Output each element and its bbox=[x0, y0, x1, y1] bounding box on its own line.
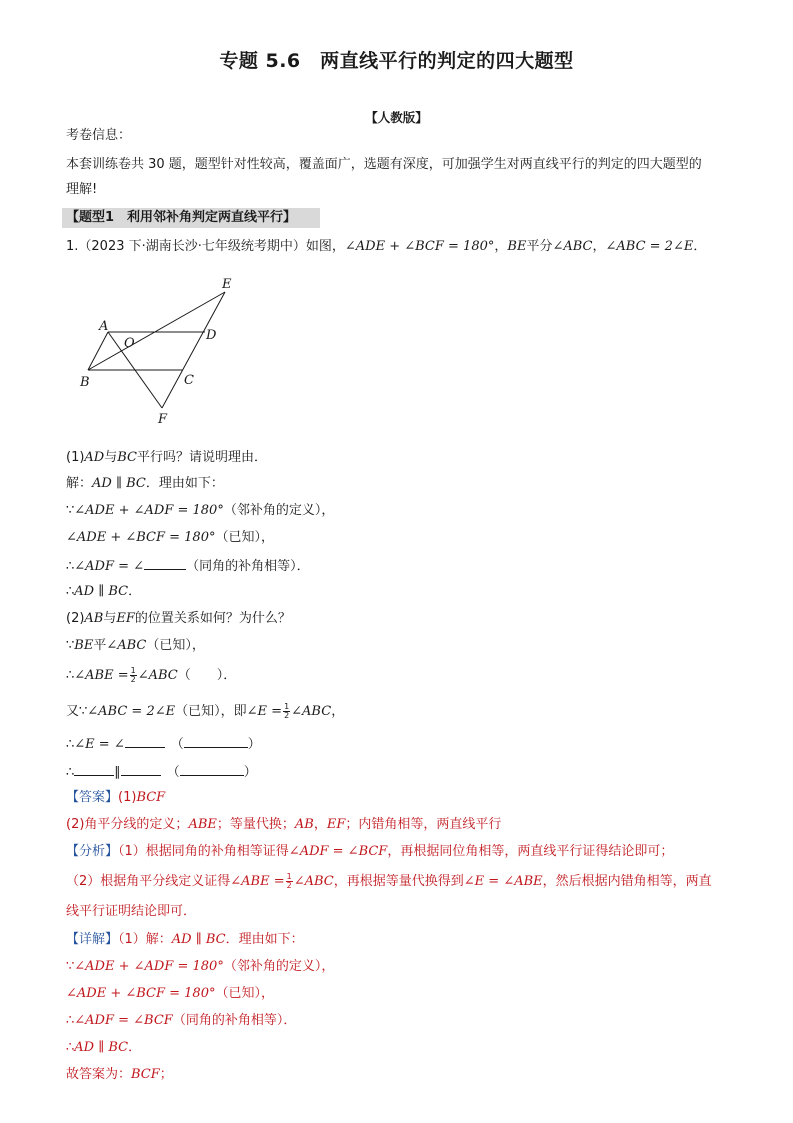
therefore-symbol: ∴ bbox=[66, 668, 75, 683]
question-2-heading bbox=[66, 610, 291, 628]
answer-label: 【答案】 bbox=[66, 790, 119, 805]
intro-label: 考卷信息： bbox=[66, 128, 132, 143]
text: ；等量代换； bbox=[216, 817, 295, 832]
text: ，再根据同位角相等，两直线平行证得结论即可； bbox=[387, 844, 674, 859]
detail-heading bbox=[66, 931, 304, 949]
text: ；内错角相等，两直线平行 bbox=[345, 817, 502, 832]
label-c: C bbox=[184, 373, 194, 388]
fraction-denominator: 2 bbox=[286, 881, 292, 890]
intro-line-2: 理解! bbox=[66, 182, 98, 197]
segment-be bbox=[88, 292, 225, 370]
page-title: 专题 5.6 两直线平行的判定的四大题型 bbox=[219, 50, 574, 72]
fraction-half bbox=[130, 667, 137, 684]
question-number: (2) bbox=[66, 611, 85, 626]
text: 又∵ bbox=[66, 704, 88, 719]
math-expr: ∠ABE = bbox=[74, 668, 129, 683]
text: (1) bbox=[118, 790, 137, 805]
answer-blank[interactable] bbox=[144, 556, 186, 570]
text: ，再根据等量代换得到 bbox=[333, 874, 464, 889]
reason: （已知），即 bbox=[175, 704, 247, 719]
math-expr: AD ∥ BC bbox=[92, 476, 146, 491]
text: ， bbox=[313, 817, 327, 832]
reason: （已知）， bbox=[146, 638, 205, 653]
text: 与 bbox=[103, 611, 117, 626]
stem-end: ． bbox=[693, 239, 707, 254]
reason: （邻补角的定义）， bbox=[223, 503, 335, 518]
text: 的位置关系如何？为什么？ bbox=[134, 611, 291, 626]
text: 与 bbox=[104, 450, 118, 465]
math-expr: BCF bbox=[131, 1067, 160, 1082]
intro-line-1: 本套训练卷共 30 题，题型针对性较高，覆盖面广，选题有深度，可加强学生对两直线平行的判定的四大题型的 bbox=[66, 157, 702, 172]
text: （2）根据角平分线定义证得 bbox=[66, 874, 231, 889]
q2-step-2 bbox=[66, 667, 236, 685]
text: 故答案为： bbox=[66, 1067, 132, 1082]
therefore-symbol: ∴ bbox=[66, 737, 75, 752]
math-expr: AB bbox=[294, 817, 314, 832]
therefore-symbol: ∴ bbox=[66, 765, 75, 780]
text: 解： bbox=[66, 476, 93, 491]
reason-blank[interactable] bbox=[184, 734, 248, 748]
therefore-symbol: ∴ bbox=[66, 1040, 75, 1055]
math-expr: ∠ADF = ∠BCF bbox=[288, 844, 388, 859]
fraction-half bbox=[283, 703, 290, 720]
detail-step-5 bbox=[66, 1066, 173, 1084]
math-expr: ∠ABC bbox=[291, 704, 332, 719]
therefore-symbol: ∴ bbox=[66, 1013, 75, 1028]
math-expr: ∠ABC bbox=[106, 638, 147, 653]
label-d: D bbox=[206, 328, 217, 343]
math-expr: ∠ADF = ∠ bbox=[74, 559, 145, 574]
q2-step-4 bbox=[66, 734, 261, 754]
math-expr: ∠E = bbox=[246, 704, 283, 719]
math-expr: ∠ADE + ∠BCF = 180° bbox=[66, 986, 216, 1001]
math-expr: ∠ABE = bbox=[230, 874, 285, 889]
edition-label: 【人教版】 bbox=[365, 110, 428, 125]
stem-condition-4: ∠ABC = 2∠E bbox=[605, 239, 694, 254]
analysis-line-2 bbox=[66, 873, 712, 891]
q1-step-2 bbox=[66, 529, 274, 547]
stem-condition-2: BE bbox=[507, 239, 527, 254]
q2-step-1 bbox=[66, 637, 205, 655]
answer-blank[interactable] bbox=[121, 762, 161, 776]
text: ．理由如下： bbox=[225, 932, 304, 947]
answer-line-2 bbox=[66, 816, 501, 834]
text: 角平分线的定义； bbox=[84, 817, 189, 832]
fraction-numerator: 1 bbox=[284, 702, 290, 711]
math-expr: BCF bbox=[136, 790, 166, 805]
section-heading: 【题型1 利用邻补角判定两直线平行】 bbox=[62, 208, 320, 228]
label-b: B bbox=[80, 375, 90, 390]
problem-source: （2023 下·湖南长沙·七年级统考期中）如图， bbox=[78, 239, 345, 254]
fraction-numerator: 1 bbox=[286, 872, 292, 881]
text: ； bbox=[159, 1067, 173, 1082]
text: (2) bbox=[66, 817, 85, 832]
math-expr: ∠ADE + ∠ADF = 180° bbox=[74, 503, 224, 518]
math-expr: AD ∥ BC bbox=[171, 932, 226, 947]
stem-condition-3: ∠ABC bbox=[552, 239, 593, 254]
text: （ bbox=[166, 765, 180, 780]
text: ） bbox=[247, 737, 261, 752]
question-1-heading bbox=[66, 449, 267, 467]
text: （ bbox=[170, 737, 184, 752]
text: ． bbox=[128, 1040, 142, 1055]
math-expr: EF bbox=[326, 817, 346, 832]
fraction-half bbox=[286, 873, 293, 890]
answer-line-1 bbox=[66, 789, 165, 807]
q2-step-5 bbox=[66, 762, 257, 782]
q2-step-3 bbox=[66, 703, 344, 721]
parallel-symbol: ∥ bbox=[114, 765, 121, 780]
math-expr: BC bbox=[117, 450, 137, 465]
therefore-symbol: ∴ bbox=[66, 559, 75, 574]
math-expr: ABE bbox=[188, 817, 217, 832]
q1-step-4 bbox=[66, 583, 141, 601]
analysis-line-3: 线平行证明结论即可． bbox=[66, 904, 197, 919]
detail-step-4 bbox=[66, 1039, 141, 1057]
because-symbol: ∵ bbox=[66, 638, 75, 653]
math-expr: ∠E = ∠ bbox=[74, 737, 125, 752]
stem-text: 平分 bbox=[526, 239, 553, 254]
q1-solution-intro bbox=[66, 475, 224, 493]
fraction-denominator: 2 bbox=[284, 711, 290, 720]
text: 平行吗？请说明理由． bbox=[137, 450, 268, 465]
reason-blank[interactable] bbox=[180, 762, 244, 776]
because-symbol: ∵ bbox=[66, 959, 75, 974]
math-expr: AD bbox=[84, 450, 105, 465]
fraction-numerator: 1 bbox=[130, 666, 136, 675]
reason: （邻补角的定义）， bbox=[223, 959, 335, 974]
math-expr: AD ∥ BC bbox=[74, 1040, 129, 1055]
problem-stem bbox=[66, 238, 706, 256]
text: （1）根据同角的补角相等证得 bbox=[118, 844, 289, 859]
math-expr: ∠E = ∠ABE bbox=[463, 874, 543, 889]
math-expr: ∠ADE + ∠BCF = 180° bbox=[66, 530, 216, 545]
q1-step-1 bbox=[66, 502, 334, 520]
math-expr: ∠ABC bbox=[293, 874, 334, 889]
reason-blank[interactable]: （ ）． bbox=[177, 668, 237, 683]
math-expr: AD ∥ BC bbox=[74, 584, 129, 599]
stem-condition-1: ∠ADE + ∠BCF = 180° bbox=[344, 239, 495, 254]
math-expr: ∠ABC bbox=[137, 668, 178, 683]
text: ， bbox=[331, 704, 345, 719]
q1-step-3 bbox=[66, 556, 310, 576]
text: ．理由如下： bbox=[145, 476, 224, 491]
stem-separator: ， bbox=[494, 239, 508, 254]
label-o: O bbox=[124, 336, 135, 351]
reason: （同角的补角相等）． bbox=[186, 559, 310, 574]
detail-step-1 bbox=[66, 958, 334, 976]
text: （1）解： bbox=[118, 932, 172, 947]
analysis-label: 【分析】 bbox=[66, 844, 119, 859]
detail-label: 【详解】 bbox=[66, 932, 119, 947]
answer-blank[interactable] bbox=[74, 762, 114, 776]
problem-number: 1. bbox=[66, 239, 79, 254]
detail-step-3 bbox=[66, 1012, 296, 1030]
reason: （同角的补角相等）． bbox=[172, 1013, 297, 1028]
math-expr: BE bbox=[74, 638, 94, 653]
math-expr: AB bbox=[84, 611, 104, 626]
math-expr: ∠ABC = 2∠E bbox=[87, 704, 176, 719]
label-e: E bbox=[222, 277, 232, 292]
text: 平 bbox=[93, 638, 107, 653]
answer-blank[interactable] bbox=[125, 734, 165, 748]
math-expr: EF bbox=[116, 611, 135, 626]
question-number: (1) bbox=[66, 450, 85, 465]
reason: （已知）， bbox=[215, 986, 274, 1001]
math-expr: ∠ADE + ∠ADF = 180° bbox=[74, 959, 224, 974]
therefore-symbol: ∴ bbox=[66, 584, 75, 599]
stem-separator: ， bbox=[592, 239, 606, 254]
math-expr: ∠ADF = ∠BCF bbox=[74, 1013, 173, 1028]
reason: （已知）， bbox=[215, 530, 274, 545]
label-a: A bbox=[99, 319, 109, 334]
fraction-denominator: 2 bbox=[130, 675, 136, 684]
text: ） bbox=[243, 765, 257, 780]
text: ． bbox=[128, 584, 142, 599]
label-f: F bbox=[158, 412, 168, 427]
analysis-line-1 bbox=[66, 843, 673, 861]
text: ，然后根据内错角相等，两直 bbox=[542, 874, 712, 889]
because-symbol: ∵ bbox=[66, 503, 75, 518]
geometry-figure bbox=[70, 272, 250, 432]
detail-step-2 bbox=[66, 985, 274, 1003]
